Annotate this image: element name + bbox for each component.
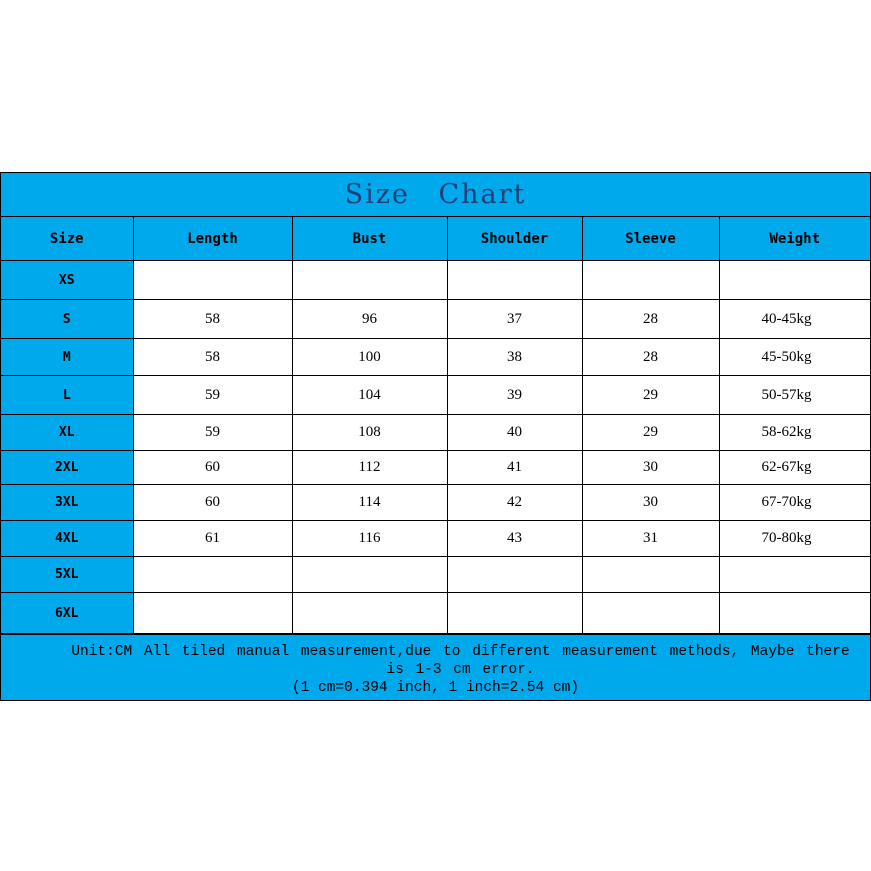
header-length: Length [133,217,292,261]
cell-bust: 100 [292,339,447,376]
table-row [1,376,870,415]
cell-size: 5XL [1,557,133,593]
cell-sleeve: 28 [582,300,719,339]
cell-weight: 50-57kg [719,376,870,415]
cell-length: 61 [133,521,292,557]
cell-size: 4XL [1,521,133,557]
cell-sleeve: 30 [582,485,719,521]
cell-weight [719,261,870,300]
cell-size: 3XL [1,485,133,521]
table-row [1,557,870,593]
cell-weight: 67-70kg [719,485,870,521]
cell-shoulder: 41 [447,451,582,485]
cell-length: 60 [133,485,292,521]
cell-size: XS [1,261,133,300]
cell-size: 6XL [1,593,133,634]
cell-size: M [1,339,133,376]
cell-length: 58 [133,339,292,376]
footer-line-1: Unit:CM All tiled manual measurement,due to different measurement methods, Maybe there is 1-3 cm error. [71,644,850,678]
cell-length [133,557,292,593]
cell-bust: 104 [292,376,447,415]
size-table [1,217,870,634]
cell-bust [292,261,447,300]
footer-line-2: (1 cm=0.394 inch, 1 inch=2.54 cm) [291,680,580,696]
cell-weight [719,593,870,634]
cell-length [133,593,292,634]
cell-sleeve: 29 [582,415,719,451]
header-weight: Weight [719,217,870,261]
cell-length: 59 [133,376,292,415]
cell-length [133,261,292,300]
cell-sleeve [582,261,719,300]
cell-bust: 112 [292,451,447,485]
cell-size: XL [1,415,133,451]
cell-length: 60 [133,451,292,485]
footer-note [1,634,870,700]
table-row [1,593,870,634]
cell-shoulder: 43 [447,521,582,557]
cell-weight [719,557,870,593]
cell-bust: 116 [292,521,447,557]
cell-shoulder: 39 [447,376,582,415]
cell-length: 58 [133,300,292,339]
cell-length: 59 [133,415,292,451]
cell-sleeve: 31 [582,521,719,557]
cell-bust: 96 [292,300,447,339]
chart-title: Size Chart [1,173,870,217]
cell-bust [292,593,447,634]
cell-weight: 40-45kg [719,300,870,339]
table-row [1,261,870,300]
cell-sleeve: 30 [582,451,719,485]
table-row [1,339,870,376]
cell-bust: 114 [292,485,447,521]
cell-size: 2XL [1,451,133,485]
cell-shoulder [447,261,582,300]
cell-sleeve: 28 [582,339,719,376]
cell-sleeve: 29 [582,376,719,415]
table-row [1,300,870,339]
cell-shoulder [447,593,582,634]
cell-shoulder: 37 [447,300,582,339]
cell-sleeve [582,593,719,634]
cell-bust: 108 [292,415,447,451]
table-row [1,521,870,557]
cell-size: L [1,376,133,415]
header-shoulder: Shoulder [447,217,582,261]
table-row [1,415,870,451]
cell-sleeve [582,557,719,593]
cell-shoulder: 38 [447,339,582,376]
cell-shoulder: 40 [447,415,582,451]
header-bust: Bust [292,217,447,261]
cell-shoulder [447,557,582,593]
cell-weight: 58-62kg [719,415,870,451]
header-row [1,217,870,261]
cell-bust [292,557,447,593]
cell-weight: 62-67kg [719,451,870,485]
cell-shoulder: 42 [447,485,582,521]
cell-weight: 70-80kg [719,521,870,557]
cell-size: S [1,300,133,339]
table-row [1,485,870,521]
header-size: Size [1,217,133,261]
cell-weight: 45-50kg [719,339,870,376]
header-sleeve: Sleeve [582,217,719,261]
size-chart [0,172,871,701]
table-row [1,451,870,485]
